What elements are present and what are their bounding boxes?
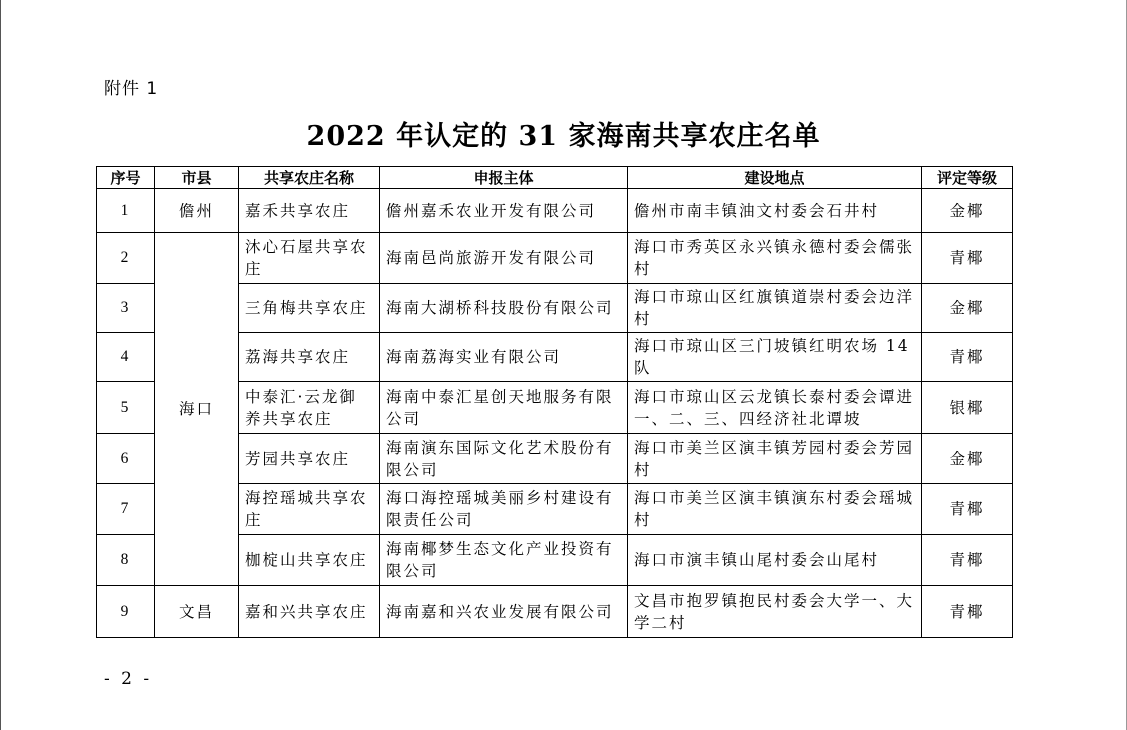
applicant-cell: 海南演东国际文化艺术股份有限公司	[380, 434, 628, 484]
row-number: 7	[97, 484, 155, 535]
header-seq: 序号	[97, 167, 155, 189]
applicant-cell: 海南中泰汇星创天地服务有限公司	[380, 382, 628, 434]
grade-cell: 青椰	[922, 535, 1013, 586]
grade-cell: 青椰	[922, 484, 1013, 535]
location-cell: 海口市琼山区云龙镇长泰村委会谭进一、二、三、四经济社北谭坡	[628, 382, 922, 434]
page-number: - 2 -	[104, 669, 153, 689]
farm-name-cell: 枷椗山共享农庄	[239, 535, 380, 586]
row-number: 2	[97, 233, 155, 284]
location-cell: 文昌市抱罗镇抱民村委会大学一、大学二村	[628, 586, 922, 638]
farm-name-cell: 嘉禾共享农庄	[239, 189, 380, 233]
row-number: 1	[97, 189, 155, 233]
location-cell: 海口市琼山区红旗镇道崇村委会边洋村	[628, 284, 922, 333]
applicant-cell: 海南椰梦生态文化产业投资有限公司	[380, 535, 628, 586]
grade-cell: 金椰	[922, 284, 1013, 333]
attachment-label: 附件 1	[104, 79, 159, 99]
row-number: 4	[97, 333, 155, 382]
applicant-cell: 海南嘉和兴农业发展有限公司	[380, 586, 628, 638]
grade-cell: 青椰	[922, 586, 1013, 638]
farm-name-cell: 嘉和兴共享农庄	[239, 586, 380, 638]
header-grade: 评定等级	[922, 167, 1013, 189]
location-cell: 海口市演丰镇山尾村委会山尾村	[628, 535, 922, 586]
farm-list-table	[96, 166, 1013, 638]
location-cell: 儋州市南丰镇油文村委会石井村	[628, 189, 922, 233]
row-number: 9	[97, 586, 155, 638]
applicant-cell: 海南荔海实业有限公司	[380, 333, 628, 382]
header-farm-name: 共享农庄名称	[239, 167, 380, 189]
applicant-cell: 海南大湖桥科技股份有限公司	[380, 284, 628, 333]
grade-cell: 青椰	[922, 333, 1013, 382]
location-cell: 海口市美兰区演丰镇演东村委会瑶城村	[628, 484, 922, 535]
farm-name-cell: 荔海共享农庄	[239, 333, 380, 382]
header-location: 建设地点	[628, 167, 922, 189]
grade-cell: 银椰	[922, 382, 1013, 434]
applicant-cell: 海口海控瑶城美丽乡村建设有限责任公司	[380, 484, 628, 535]
location-cell: 海口市琼山区三门坡镇红明农场 14 队	[628, 333, 922, 382]
farm-name-cell: 芳园共享农庄	[239, 434, 380, 484]
farm-name-cell: 沐心石屋共享农庄	[239, 233, 380, 284]
farm-name-cell: 海控瑶城共享农庄	[239, 484, 380, 535]
header-city: 市县	[155, 167, 239, 189]
table-row	[97, 586, 1013, 638]
farm-name-cell: 三角梅共享农庄	[239, 284, 380, 333]
page-edge-left	[0, 0, 1, 730]
document-title: 2022 年认定的 31 家海南共享农庄名单	[306, 121, 821, 152]
table-row	[97, 189, 1013, 233]
grade-cell: 金椰	[922, 434, 1013, 484]
city-cell: 儋州	[155, 189, 239, 233]
row-number: 3	[97, 284, 155, 333]
location-cell: 海口市秀英区永兴镇永德村委会儒张村	[628, 233, 922, 284]
grade-cell: 青椰	[922, 233, 1013, 284]
city-cell: 海口	[155, 233, 239, 586]
row-number: 8	[97, 535, 155, 586]
city-cell: 文昌	[155, 586, 239, 638]
applicant-cell: 海南邑尚旅游开发有限公司	[380, 233, 628, 284]
header-applicant: 申报主体	[380, 167, 628, 189]
table-header-row	[97, 167, 1013, 189]
applicant-cell: 儋州嘉禾农业开发有限公司	[380, 189, 628, 233]
table-row	[97, 233, 1013, 284]
location-cell: 海口市美兰区演丰镇芳园村委会芳园村	[628, 434, 922, 484]
grade-cell: 金椰	[922, 189, 1013, 233]
row-number: 5	[97, 382, 155, 434]
farm-name-cell: 中泰汇·云龙御养共享农庄	[239, 382, 380, 434]
row-number: 6	[97, 434, 155, 484]
